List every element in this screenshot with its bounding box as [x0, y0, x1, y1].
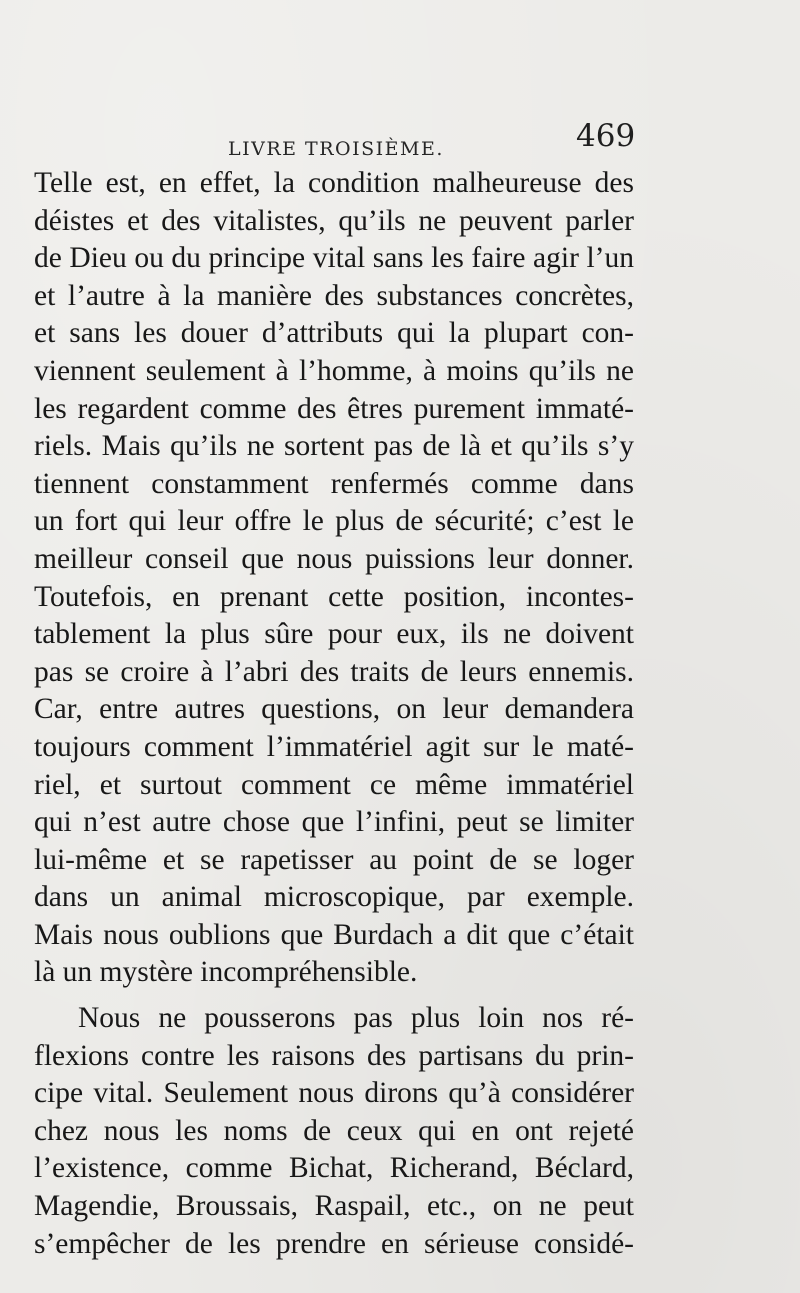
text-line: qui n’est autre chose que l’infini, peut se limiter: [34, 806, 634, 839]
text-line: tablement la plus sûre pour eux, ils ne doivent: [34, 618, 634, 651]
text-line: dans un animal microscopique, par exemple.: [34, 881, 634, 914]
text-line: un fort qui leur offre le plus de sécurité; c’est le: [34, 505, 634, 538]
text-line: Nous ne pousserons pas plus loin nos ré-: [78, 1002, 634, 1035]
body-text: [34, 165, 634, 1263]
text-line: riels. Mais qu’ils ne sortent pas de là et qu’ils s’y: [34, 430, 634, 463]
text-line: déistes et des vitalistes, qu’ils ne peuvent parler: [34, 204, 634, 237]
text-line: Car, entre autres questions, on leur demandera: [34, 693, 634, 726]
page-number: 469: [576, 118, 636, 154]
text-line: de Dieu ou du principe vital sans les faire agir l’un: [34, 242, 634, 275]
text-line: s’empêcher de les prendre en sérieuse considé-: [34, 1227, 634, 1260]
text-line: lui-même et se rapetisser au point de se loger: [34, 843, 634, 876]
text-line: toujours comment l’immatériel agit sur le maté-: [34, 730, 634, 763]
text-line: Telle est, en effet, la condition malheureuse des: [34, 167, 634, 199]
text-line: Mais nous oublions que Burdach a dit que c’était: [34, 918, 634, 951]
text-line: là un mystère incompréhensible.: [34, 956, 418, 989]
running-head: LIVRE TROISIÈME.: [228, 138, 444, 160]
text-line: pas se croire à l’abri des traits de leurs ennemis.: [34, 655, 634, 688]
text-line: flexions contre les raisons des partisans du prin-: [34, 1039, 634, 1072]
text-line: riel, et surtout comment ce même immatériel: [34, 768, 634, 801]
text-line: chez nous les noms de ceux qui en ont rejeté: [34, 1114, 634, 1147]
text-line: Magendie, Broussais, Raspail, etc., on ne peut: [34, 1190, 634, 1223]
text-line: meilleur conseil que nous puissions leur donner.: [34, 542, 634, 575]
text-line: viennent seulement à l’homme, à moins qu’ils ne: [34, 354, 634, 387]
text-line: Toutefois, en prenant cette position, incontes-: [34, 580, 634, 613]
text-line: et sans les douer d’attributs qui la plupart con-: [34, 317, 634, 350]
text-line: et l’autre à la manière des substances concrètes,: [34, 279, 634, 312]
text-line: cipe vital. Seulement nous dirons qu’à considérer: [34, 1077, 634, 1110]
text-line: l’existence, comme Bichat, Richerand, Béclard,: [34, 1152, 634, 1185]
text-line: les regardent comme des êtres purement immaté-: [34, 392, 634, 425]
text-line: tiennent constamment renfermés comme dans: [34, 467, 634, 500]
